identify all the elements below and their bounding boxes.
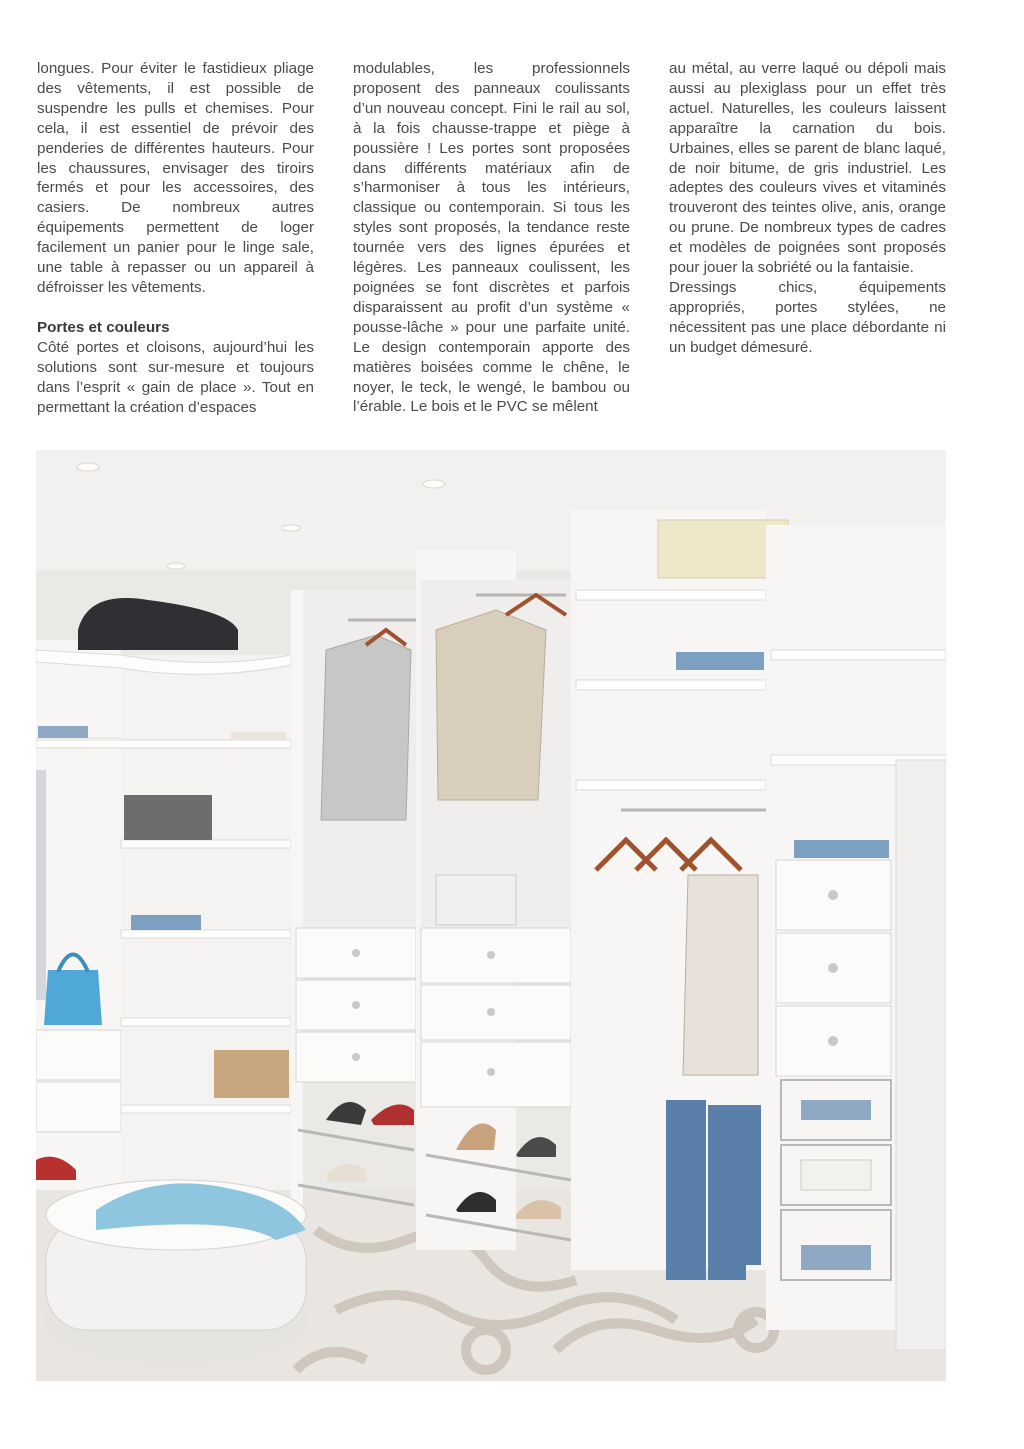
section-heading: Portes et couleurs [37, 318, 170, 336]
folded-clothes [231, 732, 286, 740]
paragraph: au métal, au verre laqué ou dépoli mais aussi au plexiglass pour un effet très actuel. Naturelles, les couleurs laissent apparaître la carnation du bois. Urbaines, elles se parent de blanc laqué, de noir bitume, de gris industriel. Les adeptes des couleurs vives et vitaminés trouveront des teintes olive, anis, orange ou prune. De nombreux types de cadres et modèles de poignées sont proposés pour jouer la sobriété ou la fantaisie. [669, 60, 946, 277]
ceiling-light [423, 480, 445, 488]
folded-towels [801, 1160, 871, 1190]
text-column-3 [669, 59, 946, 358]
paragraph: Côté portes et cloisons, aujourd’hui les solutions sont sur-mesure et toujours dans l’esprit « gain de place ». Tout en permettant la création d’espaces [37, 338, 314, 416]
grey-blazer [321, 635, 411, 820]
ceiling-light [282, 525, 300, 531]
ceiling-light [77, 463, 99, 471]
folded-clothes [801, 1245, 871, 1270]
hanging-jeans [666, 1100, 761, 1280]
text-column-1 [37, 59, 314, 417]
drawer [36, 1082, 121, 1132]
grey-box [124, 795, 212, 840]
beige-blazer [436, 610, 546, 800]
cabinet-panel [291, 590, 303, 1230]
paragraph: modulables, les professionnels proposent des panneaux coulissants d’un nouveau concept. Fini le rail au sol, à la fois chausse-trappe et piège à poussière ! Les portes sont proposées dans différents matériaux afin de s’harmoniser à tous les intérieurs, classique ou contemporain. Si tous les styles sont proposés, la tendance reste tournée vers des lignes épurées et légères. Les panneaux coulissent, les poignées se font discrètes et parfois disparaissent au profit d’un système « pousse-lâche » pour une parfaite unité. Le design contemporain apporte des matières boisées comme le chêne, le noyer, le teck, le wengé, le bambou ou l’érable. Le bois et le PVC se mêlent [353, 60, 630, 416]
walk-in-closet-photo [36, 450, 946, 1381]
paragraph: Dressings chics, équipements appropriés, portes stylées, ne nécessitent pas une place débordante ni un budget démesuré. [669, 278, 946, 356]
folded-jeans [676, 652, 764, 670]
cardboard-box [214, 1050, 289, 1098]
text-column-2 [353, 59, 630, 417]
ceiling-light [167, 563, 185, 569]
folded-clothes [801, 1100, 871, 1120]
drawer-stack [421, 928, 571, 1107]
cabinet-panel [896, 760, 946, 1350]
paragraph: longues. Pour éviter le fastidieux pliage des vêtements, il est possible de suspendre les pulls et chemises. Pour cela, il est essentiel de prévoir des penderies de différentes hauteurs. Pour les chaussures, envisager des tiroirs fermés et pour les accessoires, des casiers. De nombreux autres équipements permettent de loger facilement un panier pour le linge sale, une table à repasser ou un appareil à défroisser les vêtements. [37, 60, 314, 296]
folded-jeans [794, 840, 889, 858]
mirror [36, 770, 46, 1000]
patterned-blouse [683, 875, 758, 1075]
white-handbag [436, 875, 516, 925]
drawer [36, 1030, 121, 1080]
folded-clothes [38, 726, 88, 738]
folded-clothes [131, 915, 201, 930]
handbag-blue [44, 970, 102, 1025]
